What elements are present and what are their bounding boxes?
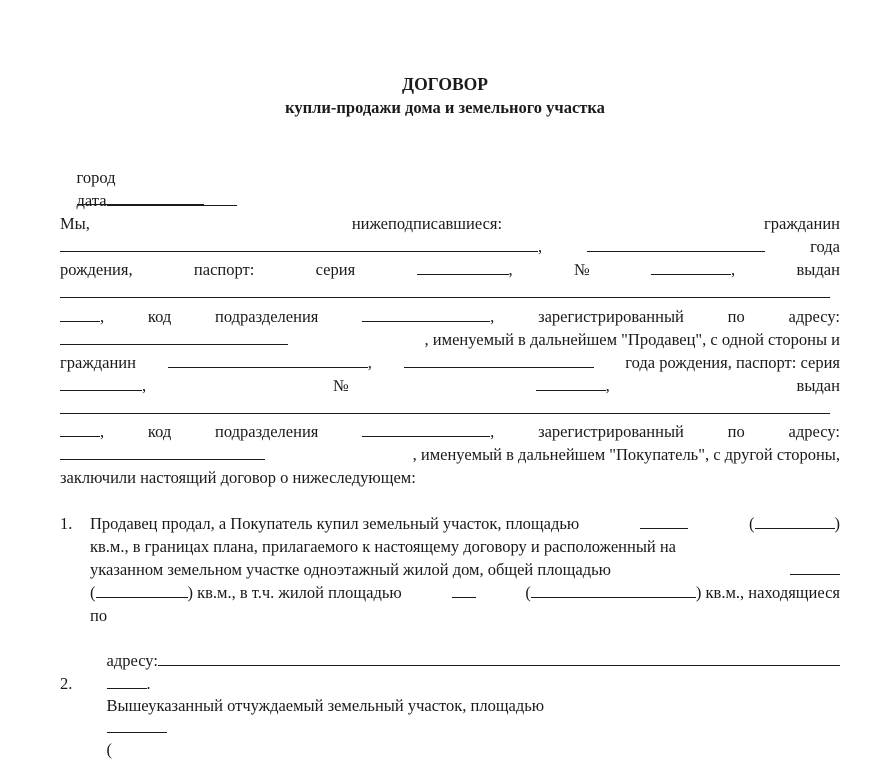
at-word: по [727, 307, 745, 326]
division-code-blank [362, 306, 490, 322]
clause-2-area-blank [107, 717, 167, 733]
we-word: Мы, [60, 214, 90, 233]
document-title: ДОГОВОР [402, 74, 488, 94]
buyer-issued-by-blank [60, 398, 830, 414]
period: . [146, 674, 151, 693]
intro-conclusion: заключили настоящий договор о нижеследующем: [60, 468, 416, 487]
seller-address-blank [60, 329, 288, 345]
number-sign: № [332, 376, 349, 395]
registered-word: зарегистрированный [538, 307, 684, 326]
date-label: дата [76, 191, 107, 210]
date-blank [107, 190, 237, 206]
clause-1-line-3 [90, 559, 840, 581]
passport-number-blank [651, 259, 731, 275]
buyer-birth-blank [404, 352, 594, 368]
clause-1-line-5: по [90, 606, 108, 625]
clause-1-line-4 [90, 582, 840, 604]
buyer-number-blank [536, 375, 606, 391]
citizen-word: гражданин [764, 214, 840, 233]
series-word: серия [315, 260, 356, 279]
issued-word: выдан [796, 260, 840, 279]
passport-word: паспорт: [193, 260, 255, 279]
intro-line-9 [60, 398, 840, 420]
division-word: подразделения [215, 307, 319, 326]
comma: , [100, 422, 105, 441]
comma: , [490, 307, 495, 326]
intro-line-7 [60, 352, 840, 374]
paren-open: ( [106, 740, 112, 759]
land-area-blank [640, 513, 688, 529]
birth-word: рождения, [60, 260, 133, 279]
issued-word: выдан [796, 376, 840, 395]
clause-1-line-2: кв.м., в границах плана, прилагаемого к настоящему договору и расположенный на [90, 537, 677, 556]
passport-series-blank [417, 259, 509, 275]
clause-1-number: 1. [60, 514, 73, 533]
seller-birth-blank [587, 236, 765, 252]
seller-definition: , именуемый в дальнейшем "Продавец", с одной стороны и [424, 330, 840, 349]
number-sign: № [573, 260, 590, 279]
buyer-series-blank [60, 375, 142, 391]
living-area-blank [452, 582, 476, 598]
living-area-text: ) кв.м., в т.ч. жилой площадью [187, 583, 402, 602]
year-word: года [810, 237, 840, 256]
buyer-address-blank [60, 444, 265, 460]
issue-date-blank [60, 306, 100, 322]
intro-line-6 [60, 329, 840, 351]
clause-2-text: Вышеуказанный отчуждаемый земельный участок, площадью [106, 696, 545, 715]
at-word: по [727, 422, 745, 441]
comma: , [538, 237, 543, 256]
citizen-word: гражданин [60, 353, 136, 372]
clause-2-line-1 [90, 673, 544, 783]
property-address-blank [158, 650, 840, 666]
code-word: код [147, 307, 172, 326]
located-text: ) кв.м., находящиеся [695, 583, 840, 602]
land-area-words-blank [755, 513, 835, 529]
buyer-division-code-blank [362, 421, 490, 437]
seller-name-blank [60, 236, 538, 252]
clause-2-number: 2. [60, 674, 73, 693]
buyer-definition: , именуемый в дальнейшем "Покупатель", с другой стороны, [412, 445, 840, 464]
comma: , [731, 260, 736, 279]
buyer-issue-date-blank [60, 421, 100, 437]
comma: , [142, 376, 147, 395]
paren-open: ( [749, 514, 755, 533]
address-word: адресу: [788, 422, 840, 441]
intro-line-5 [60, 306, 840, 328]
total-area-words-blank [96, 582, 188, 598]
intro-line-4 [60, 282, 840, 304]
undersigned-word: нижеподписавшиеся: [351, 214, 503, 233]
comma: , [490, 422, 495, 441]
comma: , [605, 376, 610, 395]
city-label: город [76, 168, 116, 187]
buyer-name-blank [168, 352, 368, 368]
paren-close: ) [834, 514, 840, 533]
division-word: подразделения [215, 422, 319, 441]
code-word: код [147, 422, 172, 441]
comma: , [367, 353, 372, 372]
document-subtitle: купли-продажи дома и земельного участка [285, 98, 605, 117]
registered-word: зарегистрированный [538, 422, 684, 441]
intro-line-1 [60, 213, 840, 235]
issued-by-blank [60, 282, 830, 298]
paren-open: ( [525, 583, 531, 602]
total-area-blank [790, 559, 840, 575]
intro-line-8 [60, 375, 840, 397]
birth-passport-series: года рождения, паспорт: серия [625, 353, 840, 372]
intro-line-3 [60, 259, 840, 281]
intro-line-11 [60, 444, 840, 466]
intro-line-2 [60, 236, 840, 258]
comma: , [508, 260, 513, 279]
paren-open: ( [90, 583, 96, 602]
living-area-words-blank [531, 582, 696, 598]
clause-1-house-text: указанном земельном участке одноэтажный жилой дом, общей площадью [90, 560, 611, 579]
clause-1-line-1 [90, 513, 840, 535]
comma: , [100, 307, 105, 326]
address-word: адресу: [788, 307, 840, 326]
clause-1-text: Продавец продал, а Покупатель купил земельный участок, площадью [90, 514, 580, 533]
address-label: адресу: [106, 651, 158, 670]
intro-line-10 [60, 421, 840, 443]
